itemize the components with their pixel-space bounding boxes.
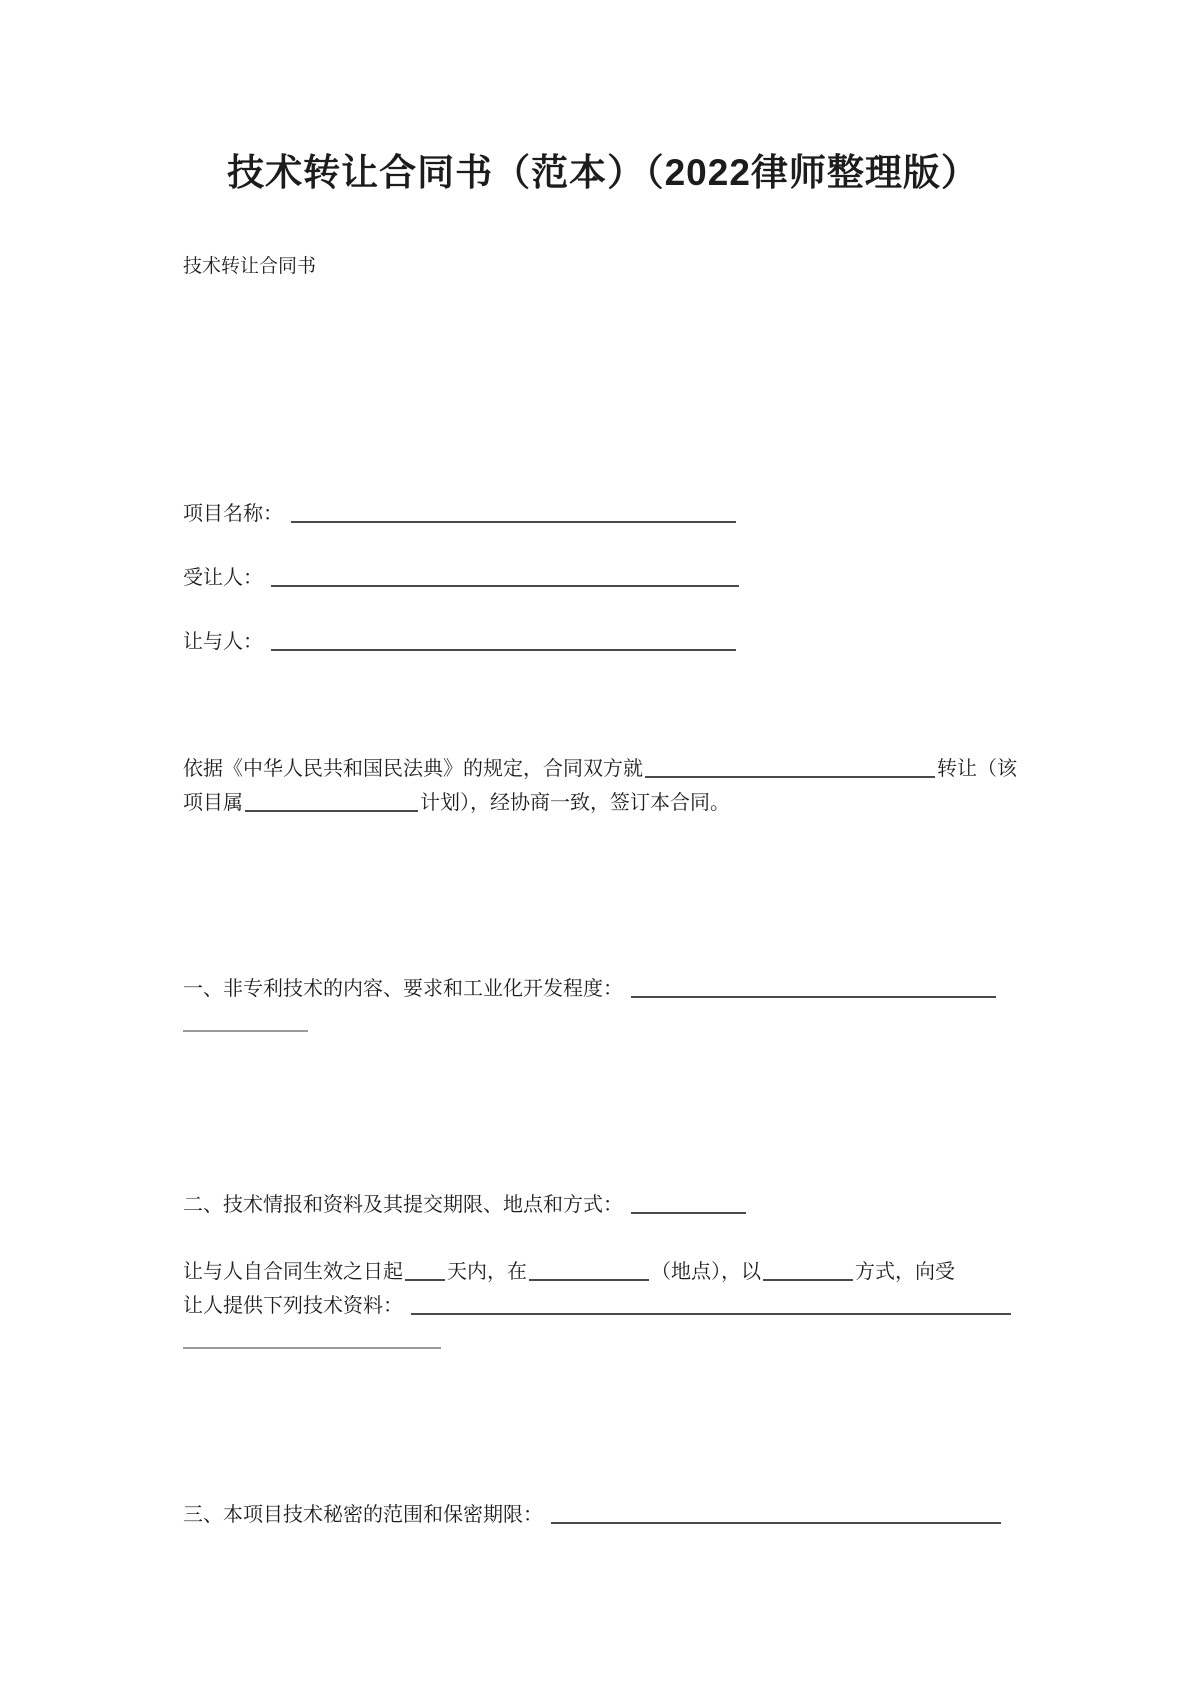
section-2-heading-line xyxy=(183,1188,1023,1222)
blank-line-section-1-continued xyxy=(183,1014,308,1032)
document-title: 技术转让合同书（范本）（2022律师整理版） xyxy=(227,152,979,193)
field-label-transferor: 让与人： xyxy=(183,631,263,653)
field-row-transferee xyxy=(183,564,1023,598)
section-3 xyxy=(183,1498,1023,1532)
section-2-body-line-3 xyxy=(183,1323,1023,1357)
blank-line-days xyxy=(405,1263,445,1281)
field-label-project-name: 项目名称： xyxy=(183,503,283,525)
section-2-body-text-2: 天内，在 xyxy=(447,1261,527,1283)
section-2-body-text-5: 让人提供下列技术资料： xyxy=(183,1295,403,1317)
preamble-text-3: 项目属 xyxy=(183,792,243,814)
section-3-line xyxy=(183,1498,1023,1532)
section-1-heading: 一、非专利技术的内容、要求和工业化开发程度： xyxy=(183,978,623,1000)
section-2-body-line-1 xyxy=(183,1255,1023,1289)
section-3-heading: 三、本项目技术秘密的范围和保密期限： xyxy=(183,1504,543,1526)
section-2-heading: 二、技术情报和资料及其提交期限、地点和方式： xyxy=(183,1194,623,1216)
blank-line-section-1 xyxy=(631,980,996,998)
blank-line-project-name xyxy=(291,505,736,523)
blank-line-section-2 xyxy=(631,1196,746,1214)
preamble-line-2 xyxy=(183,786,1023,820)
preamble-text-2: 转让（该 xyxy=(937,758,1017,780)
blank-line-section-3 xyxy=(551,1506,1001,1524)
preamble-text-4: 计划），经协商一致，签订本合同。 xyxy=(420,792,730,814)
field-label-transferee: 受让人： xyxy=(183,567,263,589)
section-1-line-1 xyxy=(183,972,1023,1006)
preamble-paragraph xyxy=(183,752,1023,820)
section-2-body-text-4: 方式，向受 xyxy=(855,1261,955,1283)
section-2-body-line-2 xyxy=(183,1289,1023,1323)
section-2-body-text-3: （地点），以 xyxy=(651,1261,761,1283)
blank-line-transferor xyxy=(271,633,736,651)
section-2-body xyxy=(183,1255,1023,1357)
section-2-body-text-1: 让与人自合同生效之日起 xyxy=(183,1261,403,1283)
blank-line-transfer-subject xyxy=(645,760,935,778)
field-row-transferor xyxy=(183,628,1023,662)
party-fields xyxy=(183,500,1023,662)
blank-line-materials xyxy=(411,1297,1011,1315)
preamble-text-1: 依据《中华人民共和国民法典》的规定，合同双方就 xyxy=(183,758,643,780)
section-1-line-2 xyxy=(183,1006,1023,1040)
blank-line-method xyxy=(763,1263,853,1281)
section-1 xyxy=(183,972,1023,1040)
field-row-project-name xyxy=(183,500,1023,534)
section-2 xyxy=(183,1188,1023,1222)
blank-line-place xyxy=(529,1263,649,1281)
blank-line-transferee xyxy=(271,569,739,587)
blank-line-materials-continued xyxy=(183,1331,441,1349)
blank-line-plan-name xyxy=(245,794,418,812)
document-content xyxy=(0,148,1190,1532)
document-subtitle: 技术转让合同书 xyxy=(183,256,317,277)
preamble-line-1 xyxy=(183,752,1023,786)
